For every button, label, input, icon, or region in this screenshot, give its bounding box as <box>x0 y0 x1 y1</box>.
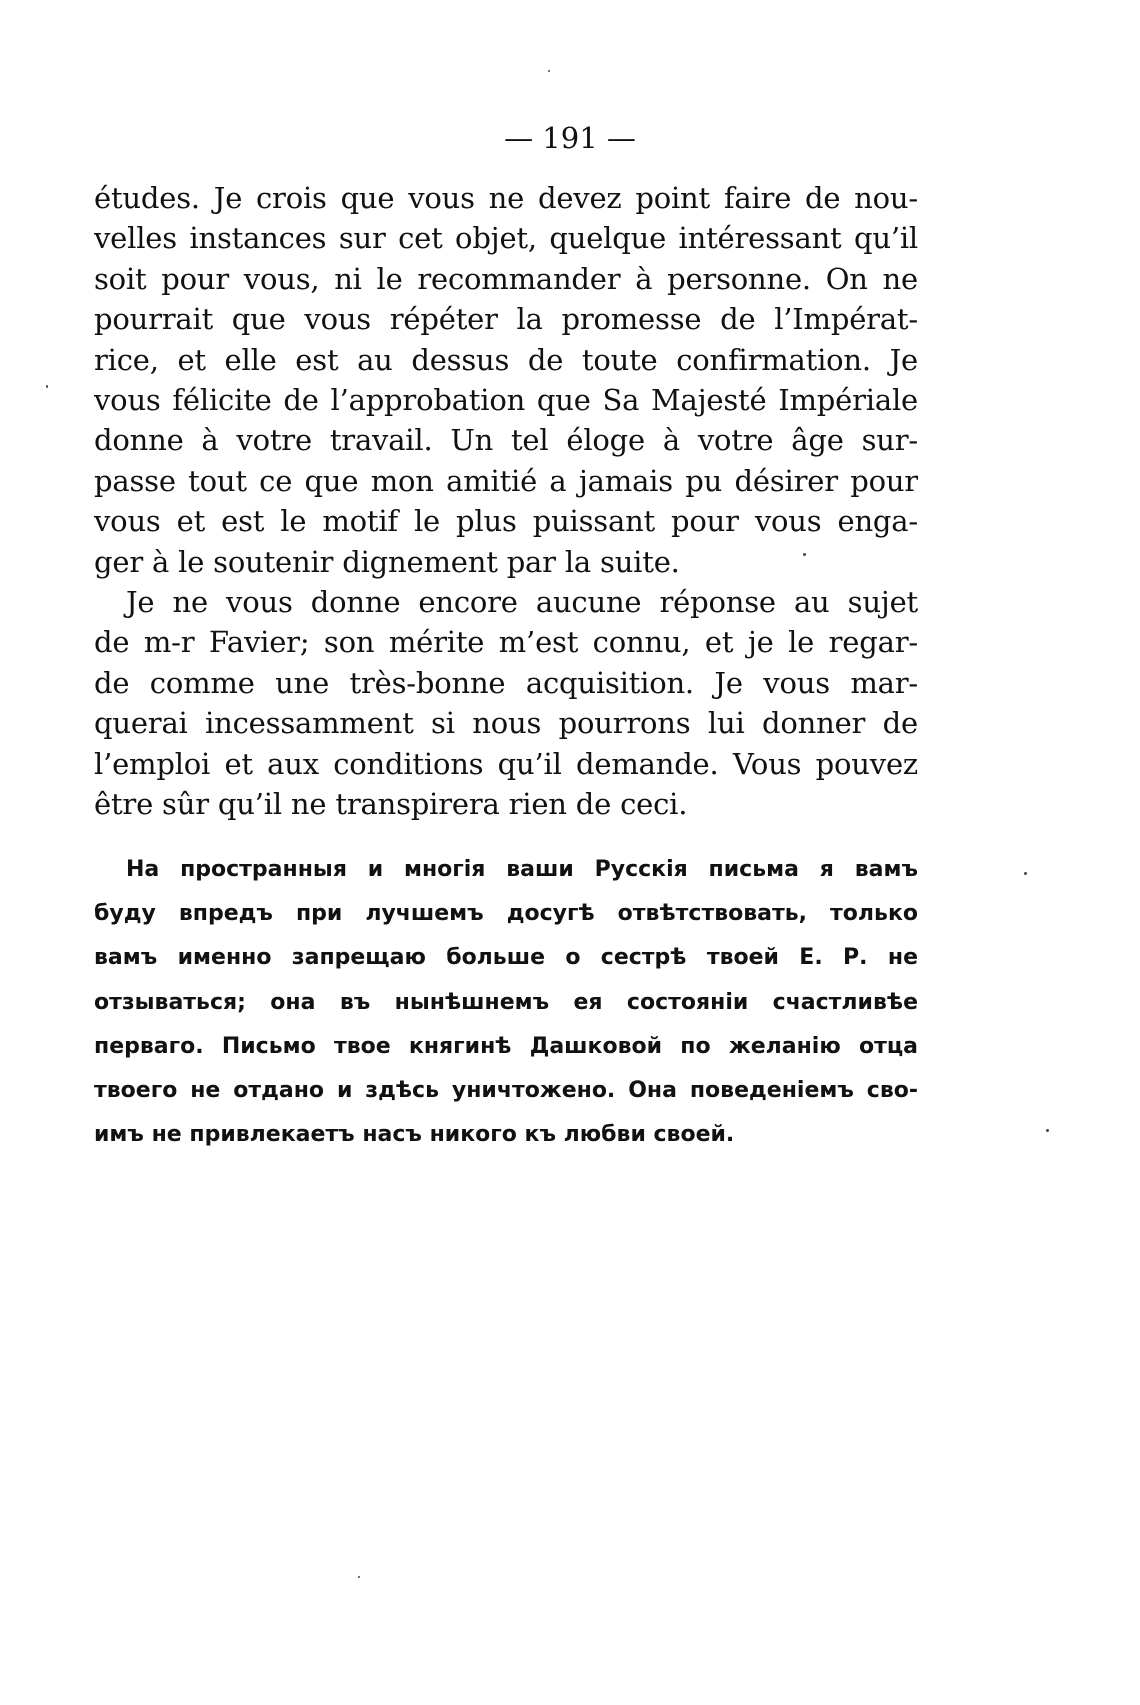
text-line: Je ne vous donne encore aucune réponse au sujet <box>126 585 918 619</box>
text-line: vous et est le motif le plus puissant pour vous enga- <box>94 504 918 539</box>
text-line: querai incessamment si nous pourrons lui donner de <box>94 706 918 741</box>
scan-speck <box>46 385 48 388</box>
scan-speck <box>548 70 550 72</box>
text-line: pourrait que vous répéter la promesse de l’Impérat- <box>94 302 918 337</box>
text-line: être sûr qu’il ne transpirera rien de ceci. <box>94 786 688 821</box>
scan-speck <box>803 553 806 556</box>
text-line: velles instances sur cet objet, quelque intéressant qu’il <box>94 221 918 256</box>
text-line: rice, et elle est au dessus de toute confirmation. Je <box>94 342 918 377</box>
text-line: ger à le soutenir dignement par la suite. <box>94 544 680 579</box>
scan-speck <box>1024 872 1027 875</box>
text-line: имъ не привлекаетъ насъ никого къ любви своей. <box>94 1122 735 1148</box>
text-line: de m-r Favier; son mérite m’est connu, et je le regar- <box>94 625 918 660</box>
french-paragraph-2 <box>94 582 918 824</box>
text-line: soit pour vous, ni le recommander à personne. On ne <box>94 261 918 296</box>
scan-speck <box>358 1576 360 1578</box>
text-line: études. Je crois que vous ne devez point faire de nou- <box>94 181 918 215</box>
russian-handwritten-note <box>94 848 918 1157</box>
text-line: de comme une très-bonne acquisition. Je vous mar- <box>94 665 918 700</box>
text-line: На пространныя и многія ваши Русскія письма я вамъ <box>126 857 918 882</box>
text-line: отзываться; она въ нынѣшнемъ ея состояніи счастливѣе <box>94 989 918 1015</box>
text-line: твоего не отдано и здѣсь уничтожено. Она поведеніемъ сво- <box>94 1077 918 1103</box>
french-paragraph-1 <box>94 178 918 582</box>
text-line: буду впредъ при лучшемъ досугѣ отвѣтствовать, только <box>94 901 918 927</box>
scan-speck <box>1046 1129 1049 1132</box>
text-line: l’emploi et aux conditions qu’il demande. Vous pouvez <box>94 746 918 781</box>
text-line: перваго. Письмо твое княгинѣ Дашковой по желанію отца <box>94 1033 918 1059</box>
text-line: donne à votre travail. Un tel éloge à votre âge sur- <box>94 423 918 458</box>
text-line: passe tout ce que mon amitié a jamais pu désirer pour <box>94 463 918 498</box>
text-line: вамъ именно запрещаю больше о сестрѣ твоей Е. Р. не <box>94 945 918 971</box>
text-line: vous félicite de l’approbation que Sa Majesté Impériale <box>94 382 918 417</box>
page-number: — 191 — <box>504 121 636 155</box>
